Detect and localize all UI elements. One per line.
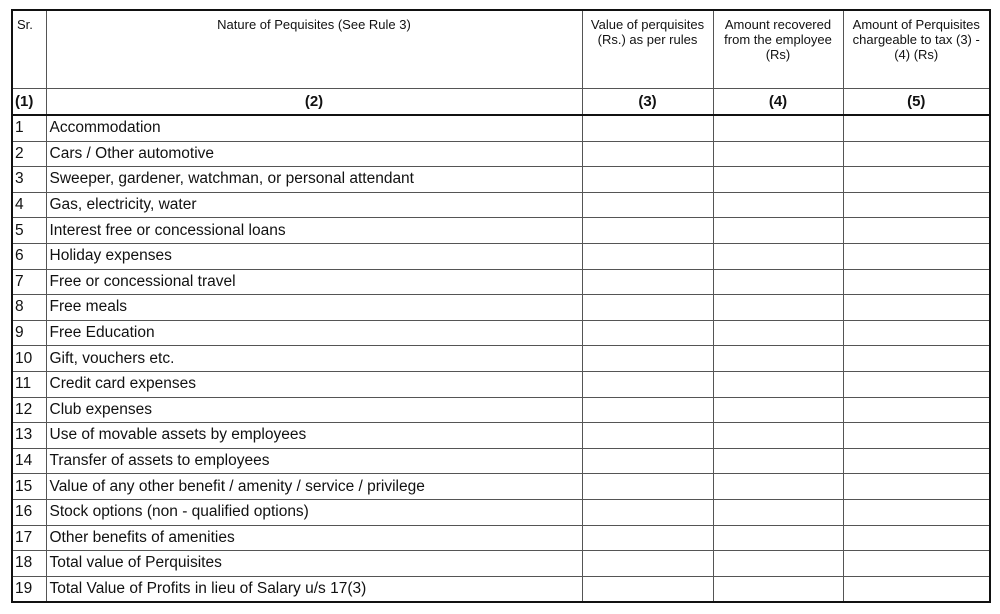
value-cell[interactable] <box>582 448 713 474</box>
sr-cell: 16 <box>12 499 46 525</box>
value-cell[interactable] <box>582 167 713 193</box>
header-row <box>12 10 990 89</box>
perquisite-name: Cars / Other automotive <box>46 141 582 167</box>
chargeable-cell[interactable] <box>843 269 990 295</box>
recovered-cell[interactable] <box>713 499 843 525</box>
recovered-cell[interactable] <box>713 525 843 551</box>
table-row <box>12 320 990 346</box>
chargeable-cell[interactable] <box>843 397 990 423</box>
chargeable-cell[interactable] <box>843 295 990 321</box>
perquisite-name: Sweeper, gardener, watchman, or personal attendant <box>46 167 582 193</box>
recovered-cell[interactable] <box>713 371 843 397</box>
sr-cell: 9 <box>12 320 46 346</box>
value-cell[interactable] <box>582 499 713 525</box>
recovered-cell[interactable] <box>713 448 843 474</box>
perquisite-name: Credit card expenses <box>46 371 582 397</box>
value-cell[interactable] <box>582 295 713 321</box>
sr-cell: 19 <box>12 576 46 602</box>
sr-cell: 11 <box>12 371 46 397</box>
table-row <box>12 115 990 141</box>
value-cell[interactable] <box>582 551 713 577</box>
sr-cell: 10 <box>12 346 46 372</box>
sr-cell: 17 <box>12 525 46 551</box>
table-row <box>12 525 990 551</box>
perquisite-name: Free meals <box>46 295 582 321</box>
sr-cell: 4 <box>12 192 46 218</box>
table-row <box>12 474 990 500</box>
perquisite-name: Free or concessional travel <box>46 269 582 295</box>
table-row <box>12 167 990 193</box>
perquisite-name: Gas, electricity, water <box>46 192 582 218</box>
chargeable-cell[interactable] <box>843 448 990 474</box>
value-cell[interactable] <box>582 397 713 423</box>
recovered-cell[interactable] <box>713 295 843 321</box>
value-cell[interactable] <box>582 371 713 397</box>
value-cell[interactable] <box>582 218 713 244</box>
sr-cell: 12 <box>12 397 46 423</box>
recovered-cell[interactable] <box>713 474 843 500</box>
chargeable-cell[interactable] <box>843 525 990 551</box>
perquisite-name: Other benefits of amenities <box>46 525 582 551</box>
chargeable-cell[interactable] <box>843 499 990 525</box>
table-row <box>12 218 990 244</box>
header-chargeable: Amount of Perquisites chargeable to tax (3) - (4) (Rs) <box>843 10 990 89</box>
header-recovered: Amount recovered from the employee (Rs) <box>713 10 843 89</box>
perquisites-table <box>11 9 991 603</box>
recovered-cell[interactable] <box>713 115 843 141</box>
perquisite-name: Gift, vouchers etc. <box>46 346 582 372</box>
chargeable-cell[interactable] <box>843 320 990 346</box>
recovered-cell[interactable] <box>713 269 843 295</box>
sr-cell: 14 <box>12 448 46 474</box>
value-cell[interactable] <box>582 115 713 141</box>
sr-cell: 13 <box>12 423 46 449</box>
sr-cell: 7 <box>12 269 46 295</box>
table-row <box>12 499 990 525</box>
chargeable-cell[interactable] <box>843 218 990 244</box>
value-cell[interactable] <box>582 423 713 449</box>
recovered-cell[interactable] <box>713 192 843 218</box>
perquisite-name: Stock options (non - qualified options) <box>46 499 582 525</box>
recovered-cell[interactable] <box>713 576 843 602</box>
chargeable-cell[interactable] <box>843 371 990 397</box>
sr-cell: 1 <box>12 115 46 141</box>
table-row <box>12 346 990 372</box>
table-row <box>12 423 990 449</box>
sr-cell: 15 <box>12 474 46 500</box>
chargeable-cell[interactable] <box>843 192 990 218</box>
perquisite-name: Free Education <box>46 320 582 346</box>
perquisite-name: Use of movable assets by employees <box>46 423 582 449</box>
sr-cell: 18 <box>12 551 46 577</box>
table-row <box>12 243 990 269</box>
recovered-cell[interactable] <box>713 423 843 449</box>
column-number: (3) <box>582 89 713 116</box>
value-cell[interactable] <box>582 243 713 269</box>
table-row <box>12 371 990 397</box>
sr-cell: 2 <box>12 141 46 167</box>
table-row <box>12 576 990 602</box>
perquisite-name: Total Value of Profits in lieu of Salary u/s 17(3) <box>46 576 582 602</box>
header-nature: Nature of Pequisites (See Rule 3) <box>46 10 582 89</box>
perquisite-name: Accommodation <box>46 115 582 141</box>
perquisite-name: Club expenses <box>46 397 582 423</box>
sr-cell: 5 <box>12 218 46 244</box>
sr-cell: 6 <box>12 243 46 269</box>
recovered-cell[interactable] <box>713 551 843 577</box>
chargeable-cell[interactable] <box>843 141 990 167</box>
perquisite-name: Transfer of assets to employees <box>46 448 582 474</box>
perquisites-form <box>11 9 989 603</box>
column-number: (2) <box>46 89 582 116</box>
chargeable-cell[interactable] <box>843 346 990 372</box>
column-number: (5) <box>843 89 990 116</box>
value-cell[interactable] <box>582 346 713 372</box>
value-cell[interactable] <box>582 525 713 551</box>
sr-cell: 3 <box>12 167 46 193</box>
chargeable-cell[interactable] <box>843 115 990 141</box>
recovered-cell[interactable] <box>713 346 843 372</box>
column-number: (1) <box>12 89 46 116</box>
chargeable-cell[interactable] <box>843 423 990 449</box>
table-row <box>12 551 990 577</box>
table-row <box>12 295 990 321</box>
value-cell[interactable] <box>582 474 713 500</box>
table-row <box>12 141 990 167</box>
chargeable-cell[interactable] <box>843 167 990 193</box>
recovered-cell[interactable] <box>713 141 843 167</box>
table-row <box>12 448 990 474</box>
perquisite-name: Value of any other benefit / amenity / service / privilege <box>46 474 582 500</box>
value-cell[interactable] <box>582 141 713 167</box>
sr-cell: 8 <box>12 295 46 321</box>
table-row <box>12 269 990 295</box>
recovered-cell[interactable] <box>713 167 843 193</box>
perquisite-name: Holiday expenses <box>46 243 582 269</box>
table-body <box>12 115 990 602</box>
value-cell[interactable] <box>582 192 713 218</box>
column-number-row <box>12 89 990 116</box>
header-value: Value of perquisites (Rs.) as per rules <box>582 10 713 89</box>
chargeable-cell[interactable] <box>843 474 990 500</box>
value-cell[interactable] <box>582 269 713 295</box>
header-sr: Sr. <box>12 10 46 89</box>
value-cell[interactable] <box>582 576 713 602</box>
value-cell[interactable] <box>582 320 713 346</box>
column-number: (4) <box>713 89 843 116</box>
recovered-cell[interactable] <box>713 218 843 244</box>
recovered-cell[interactable] <box>713 243 843 269</box>
perquisite-name: Interest free or concessional loans <box>46 218 582 244</box>
recovered-cell[interactable] <box>713 320 843 346</box>
table-row <box>12 397 990 423</box>
chargeable-cell[interactable] <box>843 576 990 602</box>
chargeable-cell[interactable] <box>843 551 990 577</box>
chargeable-cell[interactable] <box>843 243 990 269</box>
recovered-cell[interactable] <box>713 397 843 423</box>
table-row <box>12 192 990 218</box>
perquisite-name: Total value of Perquisites <box>46 551 582 577</box>
